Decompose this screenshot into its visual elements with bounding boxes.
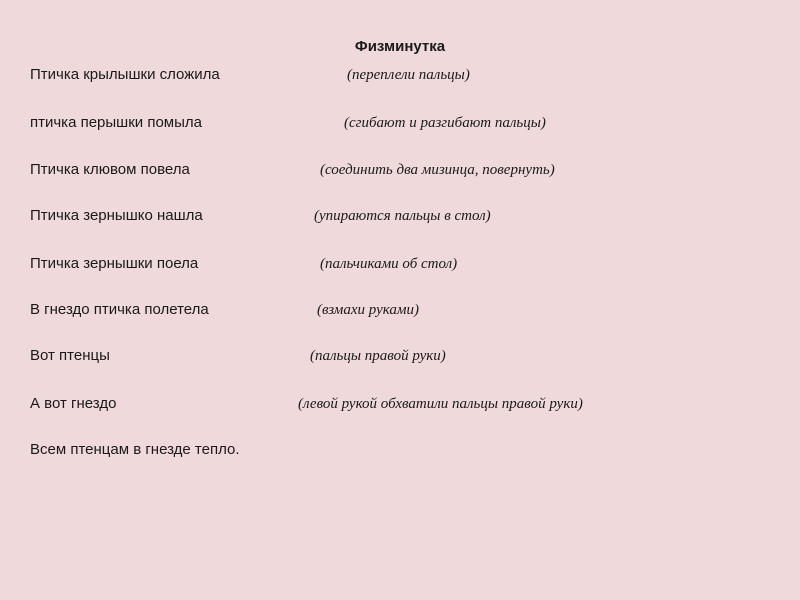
- verse-line-4: Птичка зернышко нашла: [30, 207, 203, 224]
- instruction-1: (переплели пальцы): [347, 67, 470, 83]
- instruction-3: (соединить два мизинца, повернуть): [320, 162, 555, 178]
- verse-line-8: А вот гнездо: [30, 395, 117, 412]
- instruction-2: (сгибают и разгибают пальцы): [344, 115, 546, 131]
- verse-line-9: Всем птенцам в гнезде тепло.: [30, 441, 240, 458]
- verse-line-7: Вот птенцы: [30, 347, 110, 364]
- verse-line-2: птичка перышки помыла: [30, 114, 202, 131]
- instruction-6: (взмахи руками): [317, 302, 419, 318]
- verse-line-6: В гнездо птичка полетела: [30, 301, 209, 318]
- instruction-5: (пальчиками об стол): [320, 256, 458, 272]
- instruction-7: (пальцы правой руки): [310, 348, 446, 364]
- slide-title: Физминутка: [354, 38, 446, 55]
- verse-line-5: Птичка зернышки поела: [30, 255, 199, 272]
- verse-line-1: Птичка крылышки сложила: [30, 66, 220, 83]
- instruction-4: (упираются пальцы в стол): [314, 208, 491, 224]
- verse-line-3: Птичка клювом повела: [30, 161, 190, 178]
- instruction-8: (левой рукой обхватили пальцы правой руки): [298, 396, 583, 412]
